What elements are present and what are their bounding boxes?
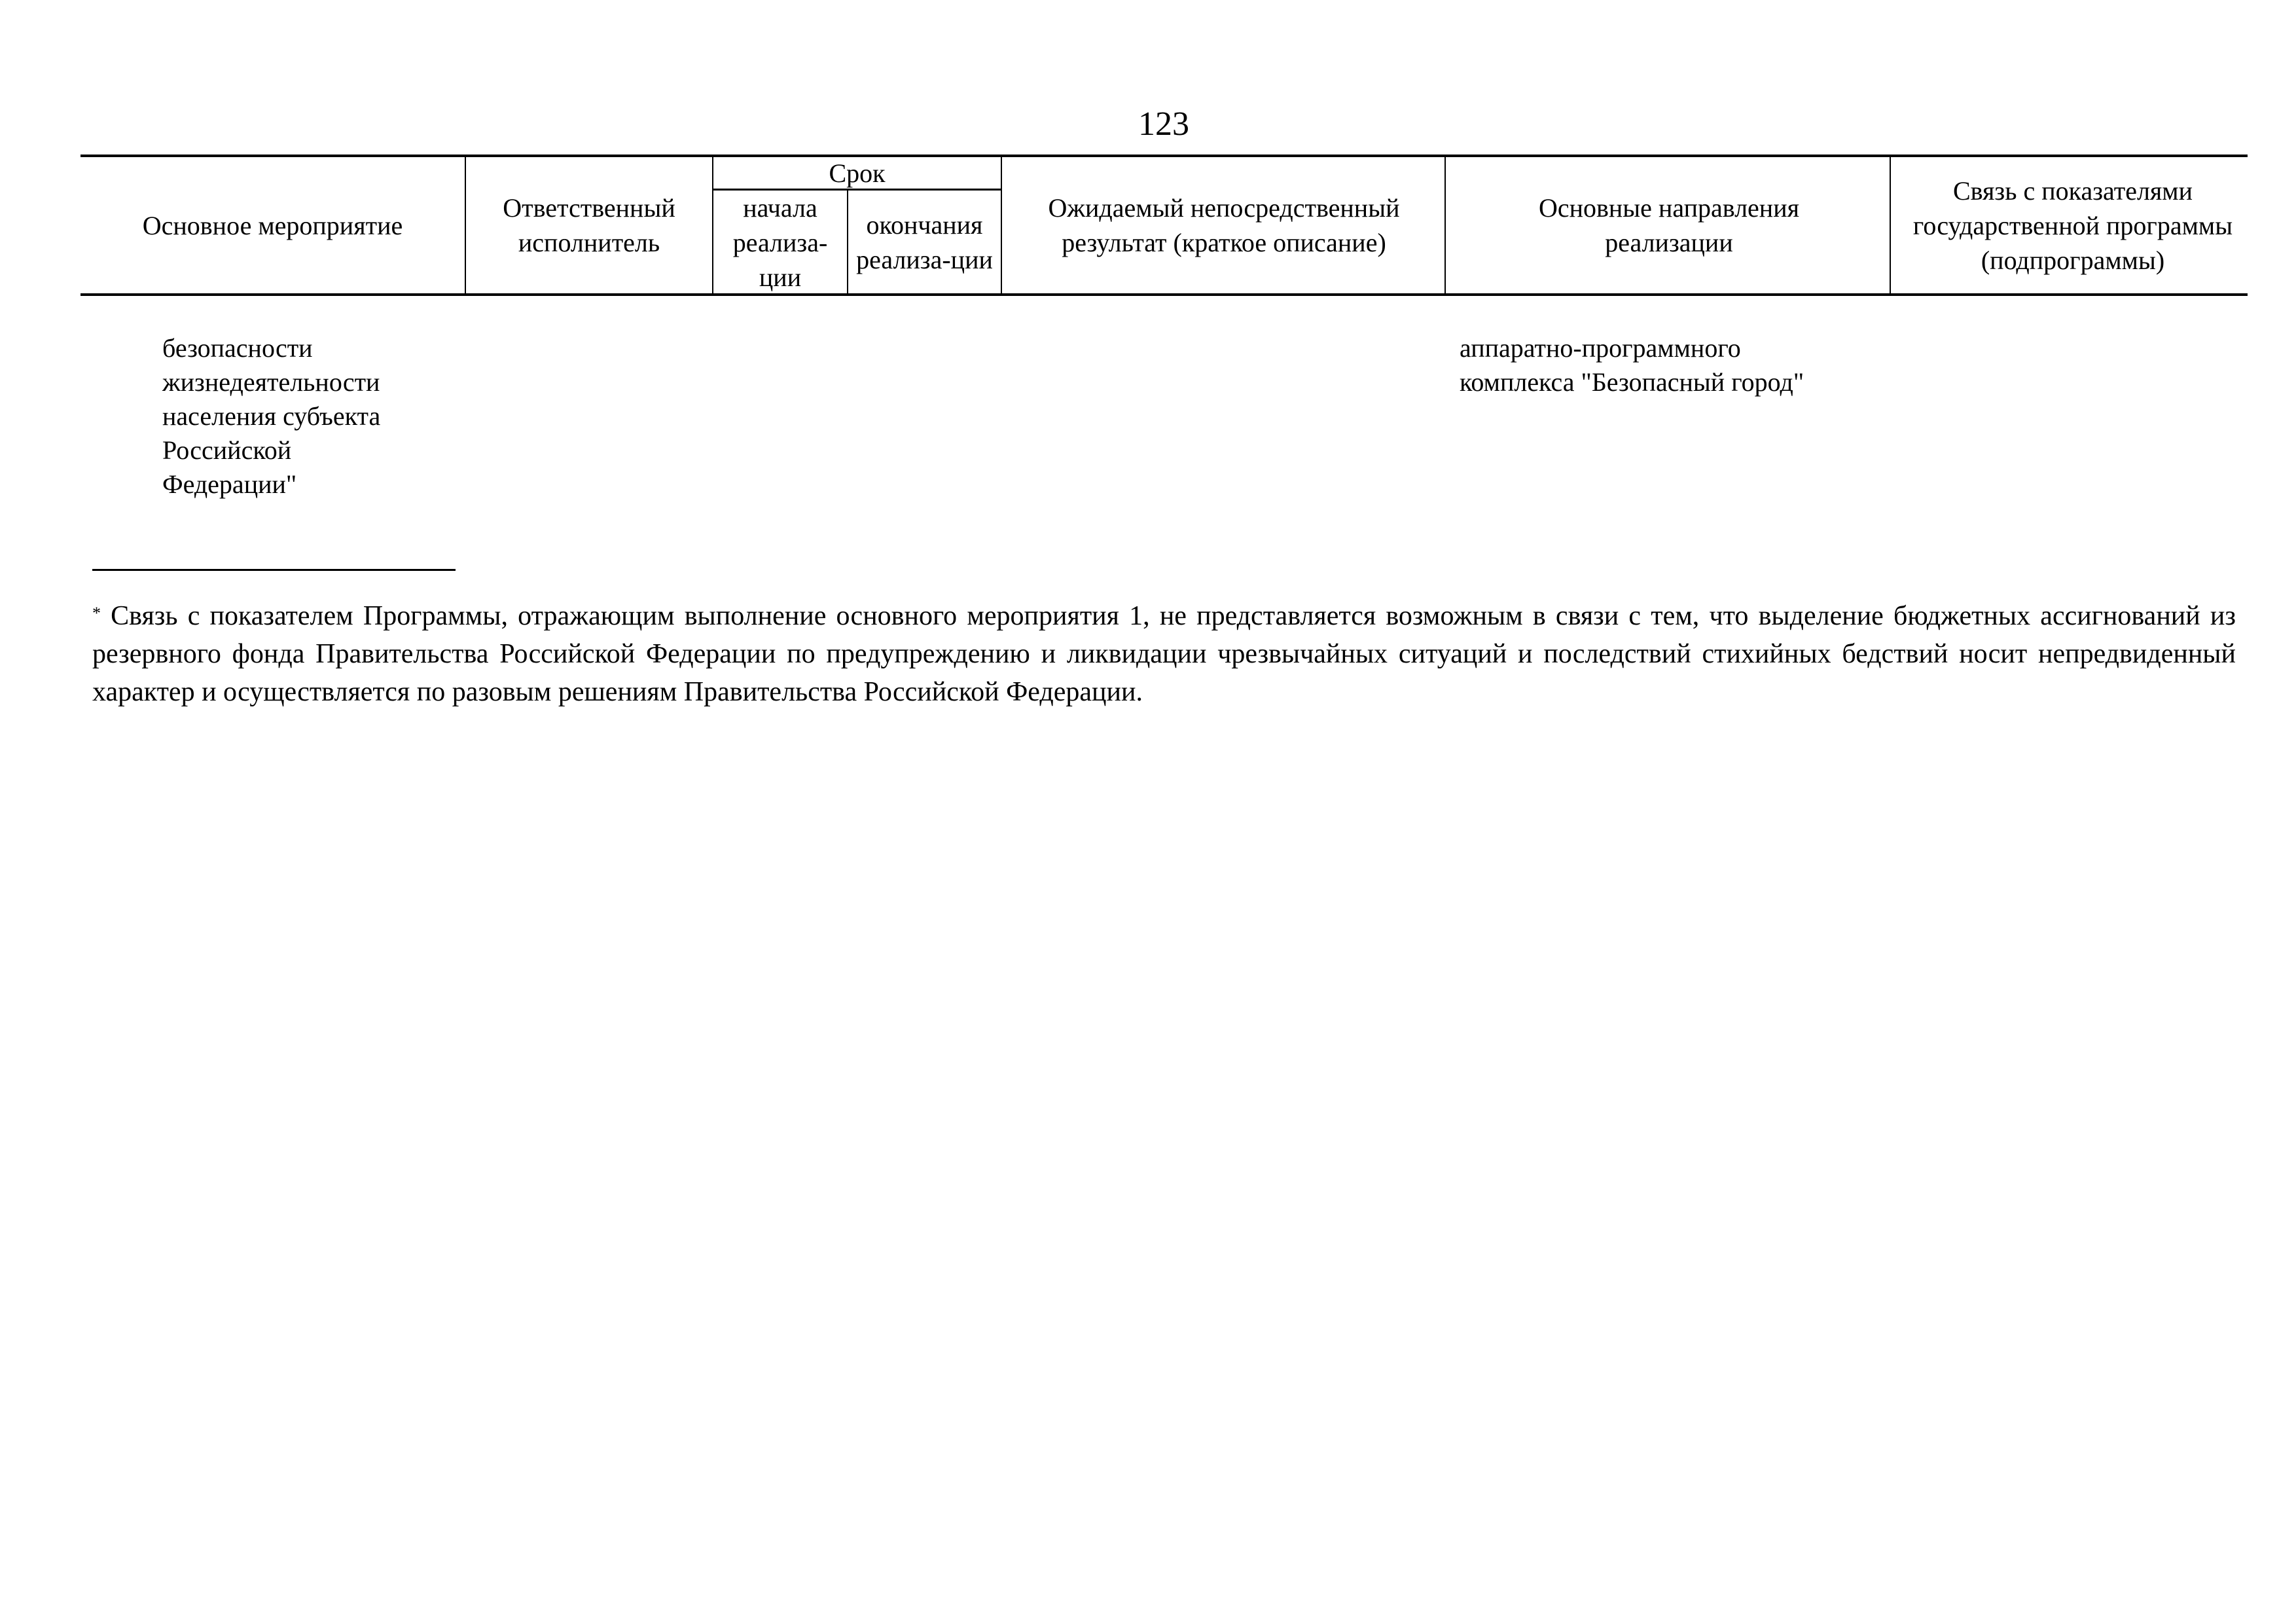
header-responsible: Ответственный исполнитель <box>503 193 675 257</box>
footnote-marker: * <box>92 604 101 623</box>
header-indicators-link: Связь с показателями государственной программы (подпрограммы) <box>1912 175 2233 275</box>
header-main-activity: Основное мероприятие <box>142 210 403 240</box>
footnote-text: Связь с показателем Программы, отражающим выполнение основного мероприятия 1, не представляется возможным в связи с тем, что выделение бюджетных ассигнований из резервного фонда Правительства Российской Федерации по предупреждению и ликвидации чрезвычайных ситуаций и последствий стихийных бедствий носит непредвиденный характер и осуществляется по разовым решениям Правительства Российской Федерации. <box>92 601 2236 707</box>
header-term-start: начала реализа-ции <box>732 192 828 292</box>
header-term: Срок <box>829 158 886 188</box>
header-term-end: окончания реализа-ции <box>856 210 993 274</box>
table-header-bottom-rule <box>81 293 2248 296</box>
footnote-separator <box>92 569 456 571</box>
header-expected-result: Ожидаемый непосредственный результат (краткое описание) <box>1048 193 1400 257</box>
header-directions: Основные направления реализации <box>1538 193 1800 257</box>
column-divider <box>465 156 466 295</box>
page-number: 123 <box>1138 105 1189 143</box>
column-divider <box>1890 156 1891 295</box>
footnote <box>92 597 2236 711</box>
column-divider <box>1444 156 1446 295</box>
cell-directions: аппаратно-программного комплекса "Безопасный город" <box>1460 333 1804 397</box>
cell-main-activity: безопасности жизнедеятельности населения субъекта Российской Федерации" <box>162 333 381 499</box>
